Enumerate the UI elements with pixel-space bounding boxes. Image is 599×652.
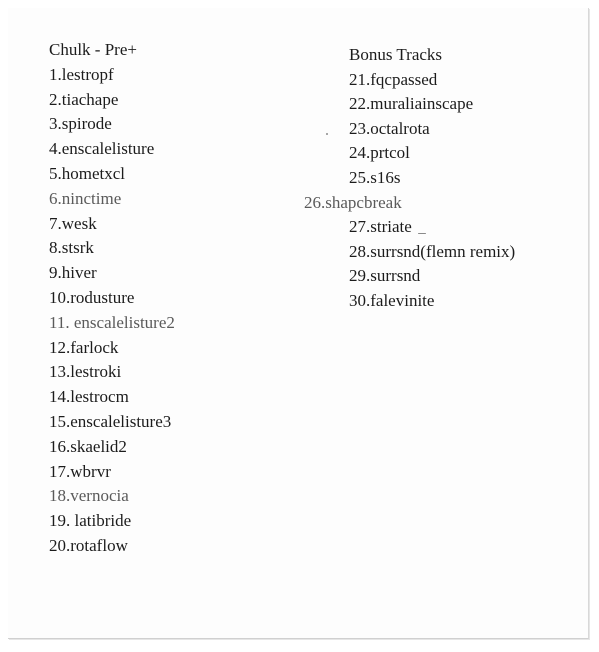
track-item: 4.enscalelisture bbox=[49, 139, 155, 159]
track-item: 8.stsrk bbox=[49, 238, 94, 258]
track-item: 1.lestropf bbox=[49, 64, 114, 84]
track-item: 19. latibride bbox=[49, 511, 132, 531]
track-item: 3.spirode bbox=[49, 114, 112, 134]
track-item: 2.tiachape bbox=[49, 89, 119, 109]
track-item: 5.hometxcl bbox=[49, 163, 126, 183]
track-item: 17.wbrvr bbox=[49, 461, 111, 481]
track-item: 21.fqcpassed bbox=[349, 69, 438, 89]
track-item: 14.lestrocm bbox=[49, 387, 129, 407]
track-item: 9.hiver bbox=[49, 263, 97, 283]
track-item: 26.shapcbreak bbox=[304, 192, 402, 212]
track-item: 30.falevinite bbox=[349, 290, 435, 310]
track-item: 25.s16s bbox=[349, 167, 401, 187]
track-item: 22.muraliainscape bbox=[349, 94, 474, 114]
scan-speck bbox=[418, 233, 426, 234]
track-item: 29.surrsnd bbox=[349, 266, 421, 286]
track-item: 12.farlock bbox=[49, 337, 119, 357]
track-item: 28.surrsnd(flemn remix) bbox=[349, 241, 516, 261]
right-column-title: Bonus Tracks bbox=[349, 45, 443, 64]
track-item: 7.wesk bbox=[49, 213, 97, 233]
right-tracklist bbox=[304, 43, 516, 314]
track-item: 24.prtcol bbox=[349, 143, 410, 163]
track-item: 23.octalrota bbox=[349, 118, 430, 138]
track-item: 18.vernocia bbox=[49, 486, 129, 506]
track-item: 27.striate bbox=[349, 217, 412, 237]
scan-speck bbox=[326, 133, 328, 135]
track-item: 20.rotaflow bbox=[49, 535, 128, 555]
left-tracklist bbox=[49, 38, 175, 559]
track-item: 11. enscalelisture2 bbox=[49, 312, 175, 332]
track-item: 15.enscalelisture3 bbox=[49, 411, 172, 431]
track-item: 16.skaelid2 bbox=[49, 436, 127, 456]
track-item: 6.ninctime bbox=[49, 188, 122, 208]
track-item: 13.lestroki bbox=[49, 362, 122, 382]
left-column-title: Chulk - Pre+ bbox=[49, 40, 137, 59]
track-item: 10.rodusture bbox=[49, 287, 135, 307]
